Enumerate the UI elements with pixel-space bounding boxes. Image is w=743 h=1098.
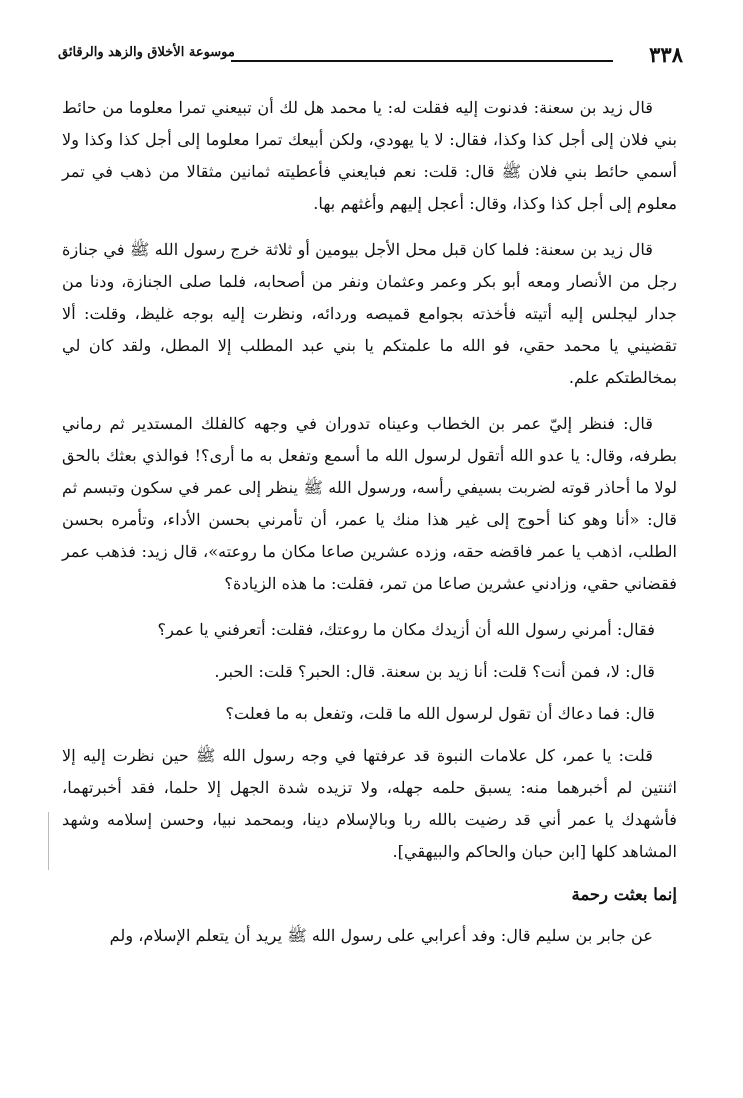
- paragraph-1: قال زيد بن سعنة: فدنوت إليه فقلت له: يا محمد هل لك أن تبيعني تمرا معلوما من حائط بني فلان إلى أجل كذا وكذا، فقال: لا يا يهودي، ولكن أبيعك تمرا معلوما إلى أجل كذا وكذا ولا أسمي حائط بني فلان ﷺ قال: قلت: نعم فبايعني فأعطيته ثمانين مثقالا من ذهب في تمر معلوم إلى أجل كذا وكذا، وقال: أعجل إليهم وأغثهم بها.: [62, 98, 677, 213]
- paragraph-2: قال زيد بن سعنة: فلما كان قبل محل الأجل بيومين أو ثلاثة خرج رسول الله ﷺ في جنازة رجل من الأنصار ومعه أبو بكر وعمر وعثمان ونفر من أصحابه، فلما صلى الجنازة، ودنا من جدار ليجلس إليه أتيته فأخذته بجوامع قميصه وردائه، ونظرت إليه بوجه غليظ، وقلت: ألا تقضيني يا محمد حقي، فو الله ما علمتكم يا بني عبد المطلب إلا المطل، ولقد كان لي بمخالطتكم علم.: [62, 240, 677, 387]
- section-paragraph: عن جابر بن سليم قال: وفد أعرابي على رسول الله ﷺ يريد أن يتعلم الإسلام، ولم: [109, 926, 653, 945]
- running-title: موسوعة الأخلاق والزهد والرقائق: [58, 45, 235, 60]
- margin-mark: [48, 812, 49, 870]
- paragraph-5: قال: لا، فمن أنت؟ قلت: أنا زيد بن سعنة. قال: الحبر؟ قلت: الحبر.: [214, 662, 655, 681]
- page-body: [62, 92, 677, 966]
- paragraph-3: قال: فنظر إليّ عمر بن الخطاب وعيناه تدوران في وجهه كالفلك المستدير ثم رماني بطرفه، وقال: يا عدو الله أتقول لرسول الله ما أسمع وتفعل به ما أرى؟! فوالذي بعثك بالحق لولا ما أحاذر قوته لضربت بسيفي رأسه، ورسول الله ﷺ ينظر إلى عمر في سكون وتبسم ثم قال: «أنا وهو كنا أحوج إلى غير هذا منك يا عمر، أن تأمرني بحسن الأداء، وتأمره بحسن الطلب، اذهب يا عمر فاقضه حقه، وزده عشرين صاعا مكان ما روعته»، قال زيد: فذهب عمر فقضاني حقي، وزادني عشرين صاعا من تمر، فقلت: ما هذه الزيادة؟: [62, 414, 677, 593]
- paragraph-6: قال: فما دعاك أن تقول لرسول الله ما قلت، وتفعل به ما فعلت؟: [225, 704, 655, 723]
- paragraph-4: فقال: أمرني رسول الله أن أزيدك مكان ما روعتك، فقلت: أتعرفني يا عمر؟: [157, 620, 655, 639]
- page-header: [58, 40, 683, 72]
- paragraph-7: قلت: يا عمر، كل علامات النبوة قد عرفتها في وجه رسول الله ﷺ حين نظرت إليه إلا اثنتين لم أخبرهما منه: يسبق حلمه جهله، ولا تزيده شدة الجهل إلا حلما، فقد أخبرتهما، فأشهدك يا عمر أني قد رضيت بالله ربا وبالإسلام دينا، وبمحمد نبيا، وحسن إسلامه وشهد المشاهد كلها [ابن حبان والحاكم والبيهقي].: [62, 746, 677, 861]
- header-rule: [231, 60, 613, 62]
- page-number: ٣٣٨: [649, 42, 683, 67]
- section-heading: إنما بعثت رحمة: [571, 885, 677, 904]
